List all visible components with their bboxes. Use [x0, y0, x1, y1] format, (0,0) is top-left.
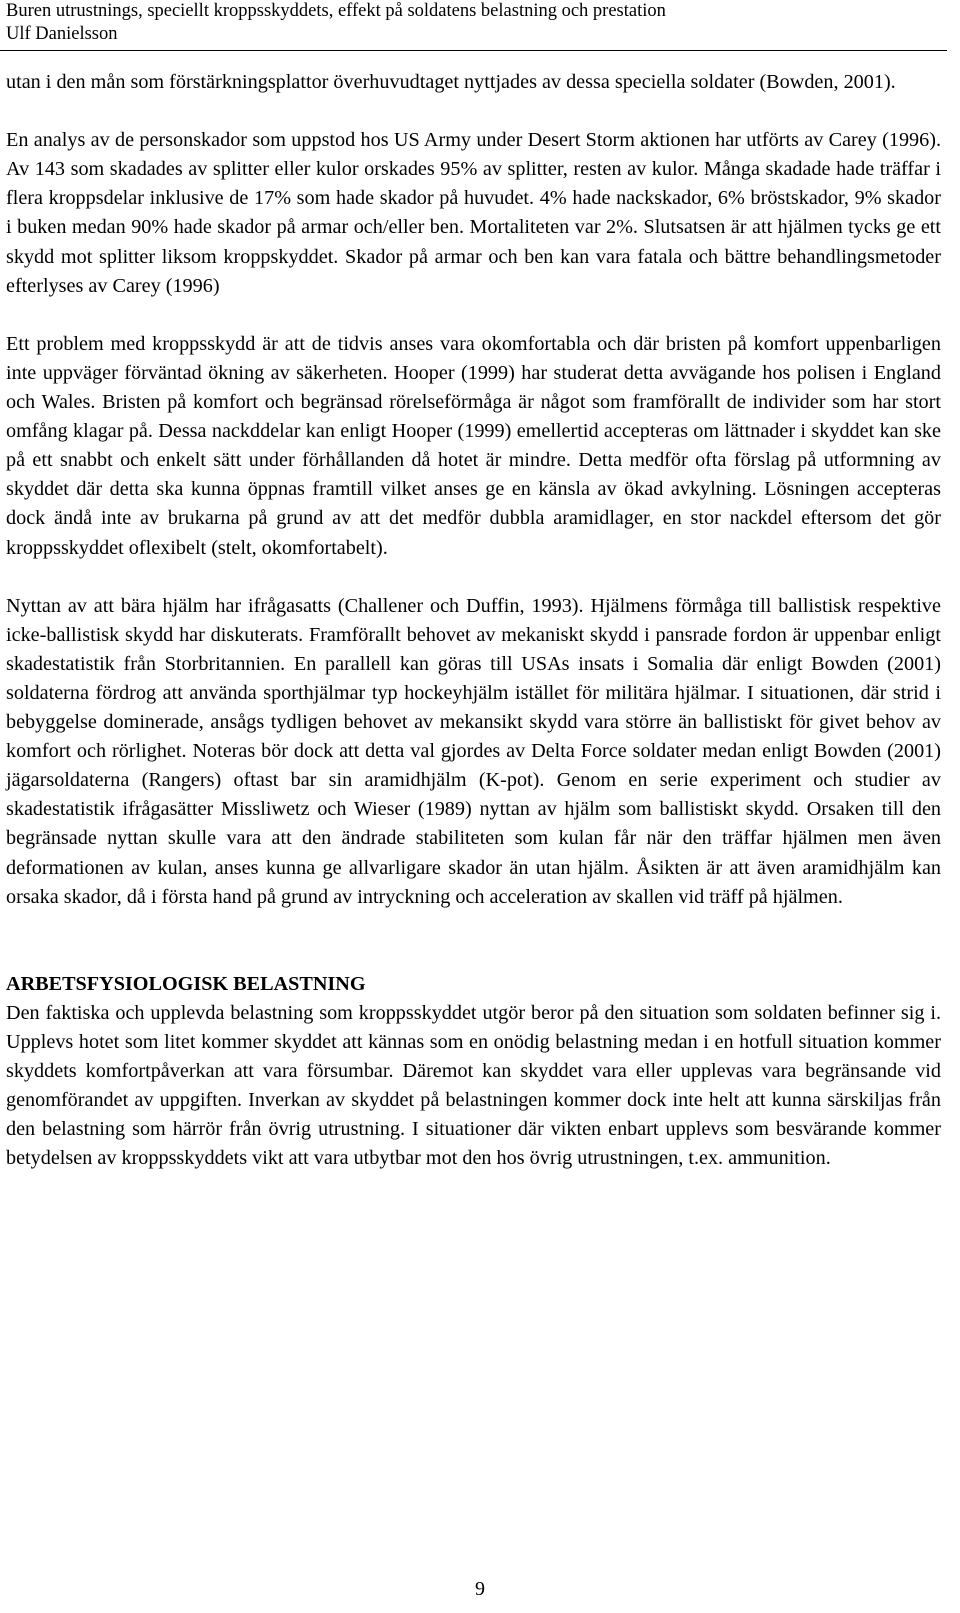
page-number: 9: [475, 1578, 485, 1600]
paragraph-continuation: utan i den mån som förstärkningsplattor överhuvudtaget nyttjades av dessa speciella soldater (Bowden, 2001).: [6, 71, 896, 93]
running-header: [6, 0, 946, 46]
paragraph-comfort-problem: Ett problem med kroppsskydd är att de tidvis anses vara okomfortabla och där bristen på komfort uppenbarligen inte uppväger förväntad ökning av säkerheten. Hooper (1999) har studerat detta avvägande hos polisen i England och Wales. Bristen på komfort och begränsad rörelseförmåga är något som framförallt de individer som har stort omfång klagar på. Dessa nackddelar kan enligt Hooper (1999) emellertid accepteras om lättnader i skyddet kan ske på ett snabbt och enkelt sätt under förhållanden då hotet är mindre. Detta medför ofta förslag på utformning av skyddet där detta ska kunna öppnas framtill vilket anses ge en känsla av ökad avkylning. Lösningen accepteras dock ändå inte av brukarna på grund av att det medför dubbla aramidlager, en stor nackdel eftersom det gör kroppsskyddet oflexibelt (stelt, okomfortabelt).: [6, 332, 941, 559]
body-text: [6, 68, 941, 1202]
header-title: Buren utrustnings, speciellt kroppsskyddets, effekt på soldatens belastning och prestation: [6, 1, 666, 21]
section-heading: ARBETSFYSIOLOGISK BELASTNING: [6, 972, 366, 995]
header-divider: [0, 50, 947, 51]
paragraph-physiological-load: Den faktiska och upplevda belastning som kroppsskyddet utgör beror på den situation som soldaten befinner sig i. Upplevs hotet som litet kommer skyddet att kännas som en onödig belastning medan i en hotfull situation kommer skyddets komfortpåverkan att vara försumbar. Däremot kan skyddet vara eller upplevas vara begränsande vid genomförandet av uppgiften. Inverkan av skyddet på belastningen kommer dock inte helt att kunna särskiljas från den belastning som härrör från övrig utrustning. I situationer där vikten enbart upplevs som besvärande kommer betydelsen av kroppsskyddets vikt att vara utbytbar mot den hos övrig utrustningen, t.ex. ammunition.: [6, 1001, 941, 1170]
paragraph-helmet-utility: Nyttan av att bära hjälm har ifrågasatts (Challener och Duffin, 1993). Hjälmens förmåga till ballistisk respektive icke-ballistisk skydd har diskuterats. Framförallt behovet av mekaniskt skydd i pansrade fordon är uppenbar enligt skadestatistik från Storbritannien. En parallell kan göras till USAs insats i Somalia där enligt Bowden (2001) soldaterna fördrog att använda sporthjälmar typ hockeyhjälm istället för militära hjälmar. I situationen, där strid i bebyggelse dominerade, ansågs tydligen behovet av mekansikt skydd vara större än ballistiskt för givet behov av komfort och rörlighet. Noteras bör dock att detta val gjordes av Delta Force soldater medan enligt Bowden (2001) jägarsoldaterna (Rangers) oftast bar sin aramidhjälm (K-pot). Genom en serie experiment och studier av skadestatistik ifrågasätter Missliwetz och Wieser (1989) nyttan av hjälm som ballistiskt skydd. Orsaken till den begränsade nyttan skulle vara att den ändrade stabiliteten som kulan får när den träffar hjälmen men även deformationen av kulan, anses kunna ge allvarligare skador än utan hjälm. Åsikten är att även aramidhjälm kan orsaka skador, då i första hand på grund av intryckning och acceleration av skallen vid träff på hjälmen.: [6, 594, 941, 908]
paragraph-desert-storm-analysis: En analys av de personskador som uppstod hos US Army under Desert Storm aktionen har utförts av Carey (1996). Av 143 som skadades av splitter eller kulor orskades 95% av splitter, resten av kulor. Många skadade hade träffar i flera kroppsdelar inklusive de 17% som hade skador på huvudet. 4% hade nackskador, 6% bröstskador, 9% skador i buken medan 90% hade skador på armar och/eller ben. Mortaliteten var 2%. Slutsatsen är att hjälmen tycks ge ett skydd mot splitter liksom kroppskyddet. Skador på armar och ben kan vara fatala och bättre behandlingsmetoder efterlyses av Carey (1996): [6, 129, 941, 297]
header-author: Ulf Danielsson: [6, 24, 118, 44]
